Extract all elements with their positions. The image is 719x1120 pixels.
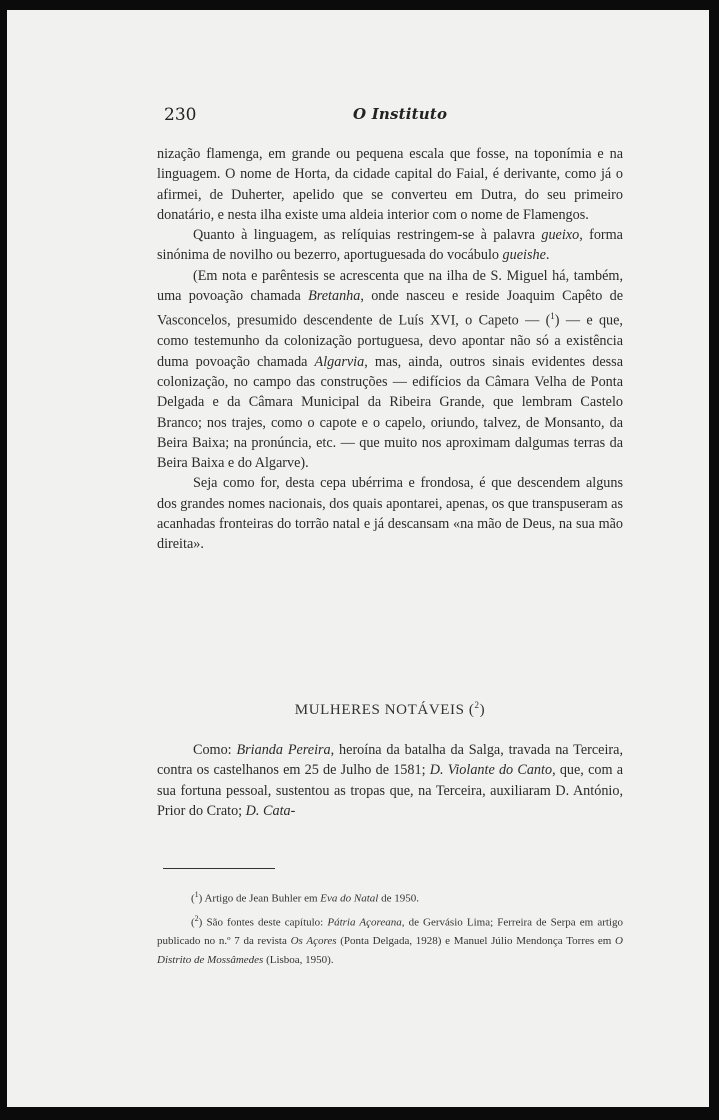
paragraph-4: Seja como for, desta cepa ubérrima e frondosa, é que descendem alguns dos grandes nomes nacionais, dos quais apontarei, apenas, os que transpuseram as acanhadas fronteiras do torrão natal e já descansam «na mão de Deus, na sua mão direita».: [157, 475, 623, 553]
main-text: [157, 144, 623, 555]
footnote-divider: [163, 868, 275, 869]
footnotes: [157, 885, 623, 970]
footnote-ref-2: 2: [474, 700, 480, 710]
footnote-ref-1: 1: [550, 311, 555, 322]
running-title: O Instituto: [353, 105, 448, 123]
paragraph-5: Como: Brianda Pereira, heroína da batalha da Salga, travada na Terceira, contra os castelhanos em 25 de Julho de 1581; D. Violante do Canto, que, com a sua fortuna pessoal, sustentou as tropas que, na Terceira, auxiliaram D. António, Prior do Crato; D. Cata-: [157, 742, 623, 819]
paragraph-1: nização flamenga, em grande ou pequena escala que fosse, na toponímia e na linguagem. O nome de Horta, da cidade capital do Faial, é derivante, como já o afirmei, de Duherter, apelido que se converteu em Dutra, do seu primeiro donatário, e nesta ilha existe uma aldeia interior com o nome de Flamengos.: [157, 146, 623, 223]
paragraph-2: Quanto à linguagem, as relíquias restringem-se à palavra gueixo, forma sinónima de novilho ou bezerro, aportuguesada do vocábulo gueishe.: [157, 227, 623, 264]
footnote-2: ($^2$) São fontes deste capítulo: Pátria Açoreana, de Gervásio Lima; Ferreira de Serpa em artigo publicado no n.º 7 da revista Os Açores (Ponta Delgada, 1928) e Manuel Júlio Mendonça Torres em O Distrito de Mossâmedes (Lisboa, 1950).: [157, 913, 623, 967]
page-number: 230: [164, 105, 197, 125]
section-text: [157, 740, 623, 821]
running-header: [7, 105, 709, 131]
paragraph-3: (Em nota e parêntesis se acrescenta que na ilha de S. Miguel há, também, uma povoação chamada Bretanha, onde nasceu e reside Joaquim Capêto de Vasconcelos, presumido descendente de Luís XVI, o Capeto — ($^1$) — e que, como testemunho da colonização portuguesa, devo apontar não só a existência duma povoação chamada Algarvia, mas, ainda, outros sinais evidentes dessa colonização, no campo das construções — edifícios da Câmara Velha de Ponta Delgada e da Câmara Municipal da Ribeira Grande, que lembram Castelo Branco; nos trajes, como o capote e o capelo, oriundo, talvez, de Monsanto, da Beira Baixa; na pronúncia, etc. — que muito nos aproximam dalgumas terras da Beira Baixa e do Algarve).: [157, 267, 624, 472]
section-title: MULHERES NOTÁVEIS ($^2$): [294, 700, 486, 718]
footnote-1: ($^1$) Artigo de Jean Buhler em Eva do Natal de 1950.: [191, 890, 419, 905]
